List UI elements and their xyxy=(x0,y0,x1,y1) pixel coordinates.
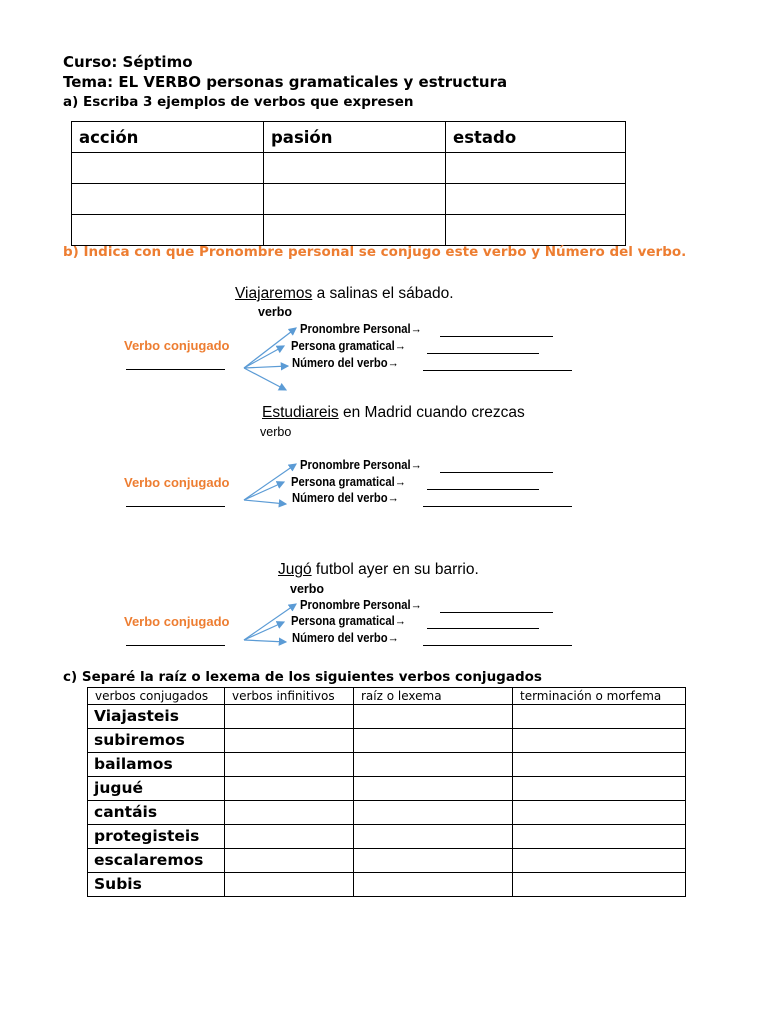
table-c xyxy=(87,687,686,897)
exercise-1-sentence xyxy=(235,285,454,303)
arrow-right-icon: → xyxy=(410,458,422,472)
table-c-header-raiz: raíz o lexema xyxy=(354,688,513,705)
exercise-2-item-persona xyxy=(291,475,406,489)
table-cell[interactable] xyxy=(354,705,513,729)
exercise-3-sentence xyxy=(278,561,479,579)
table-cell[interactable] xyxy=(354,825,513,849)
exercise-1-verb-label: verbo xyxy=(258,305,293,319)
table-row xyxy=(88,873,686,897)
exercise-3-verb: Jugó xyxy=(278,561,312,578)
exercise-1-persona-blank[interactable] xyxy=(427,353,539,354)
table-cell[interactable] xyxy=(225,801,354,825)
table-cell[interactable] xyxy=(72,215,264,246)
exercise-2-conjugated-label: Verbo conjugado xyxy=(124,475,230,490)
exercise-2-item-numero xyxy=(292,491,399,505)
exercise-1-rest: a salinas el sábado. xyxy=(312,285,454,302)
verb-cell: jugué xyxy=(88,777,225,801)
table-row xyxy=(88,729,686,753)
arrow-right-icon: → xyxy=(394,475,407,489)
exercise-3-conjugated-blank[interactable] xyxy=(126,645,225,646)
part-b-instruction: b) Indica con que Pronombre personal se conjugo este verbo y Número del verbo. xyxy=(63,244,687,260)
table-cell[interactable] xyxy=(225,753,354,777)
table-cell[interactable] xyxy=(513,777,686,801)
table-cell[interactable] xyxy=(225,705,354,729)
table-cell[interactable] xyxy=(446,215,626,246)
table-cell[interactable] xyxy=(513,801,686,825)
table-a xyxy=(71,121,626,246)
table-cell[interactable] xyxy=(72,184,264,215)
part-c-instruction: c) Separé la raíz o lexema de los siguientes verbos conjugados xyxy=(63,669,542,685)
arrow-right-icon: → xyxy=(410,598,422,612)
table-cell[interactable] xyxy=(513,729,686,753)
table-row xyxy=(88,777,686,801)
verb-cell: cantáis xyxy=(88,801,225,825)
table-a-header-estado: estado xyxy=(446,122,626,153)
table-cell[interactable] xyxy=(354,777,513,801)
table-cell[interactable] xyxy=(225,729,354,753)
exercise-2-persona-blank[interactable] xyxy=(427,489,539,490)
exercise-2-conjugated-blank[interactable] xyxy=(126,506,225,507)
exercise-1-verb: Viajaremos xyxy=(235,285,313,302)
verb-cell: Viajasteis xyxy=(88,705,225,729)
table-row xyxy=(72,215,626,246)
table-a-header-pasion: pasión xyxy=(264,122,446,153)
table-row xyxy=(72,184,626,215)
exercise-2-pronombre-blank[interactable] xyxy=(440,472,553,473)
exercise-2-verb-label: verbo xyxy=(260,425,292,439)
table-cell[interactable] xyxy=(264,215,446,246)
exercise-3-item-persona xyxy=(291,614,406,628)
exercise-3-numero-blank[interactable] xyxy=(423,645,572,646)
table-cell[interactable] xyxy=(225,873,354,897)
table-cell[interactable] xyxy=(513,825,686,849)
table-cell[interactable] xyxy=(513,705,686,729)
arrow-right-icon: → xyxy=(394,339,407,353)
table-cell[interactable] xyxy=(264,153,446,184)
exercise-2-numero-blank[interactable] xyxy=(423,506,572,507)
item-label: Número del verbo xyxy=(292,631,388,645)
verb-cell: subiremos xyxy=(88,729,225,753)
course-title: Curso: Séptimo xyxy=(63,53,193,71)
table-row xyxy=(72,153,626,184)
item-label: Pronombre Personal xyxy=(300,598,411,612)
exercise-3-item-pronombre xyxy=(300,598,422,612)
exercise-3-item-numero xyxy=(292,631,399,645)
verb-cell: bailamos xyxy=(88,753,225,777)
item-label: Persona gramatical xyxy=(291,339,395,353)
table-cell[interactable] xyxy=(225,825,354,849)
item-label: Persona gramatical xyxy=(291,475,395,489)
item-label: Número del verbo xyxy=(292,356,388,370)
table-cell[interactable] xyxy=(354,873,513,897)
exercise-3-pronombre-blank[interactable] xyxy=(440,612,553,613)
exercise-2-verb: Estudiareis xyxy=(262,404,339,421)
exercise-3-rest: futbol ayer en su barrio. xyxy=(311,561,479,578)
table-cell[interactable] xyxy=(354,753,513,777)
table-cell[interactable] xyxy=(72,153,264,184)
table-cell[interactable] xyxy=(513,873,686,897)
exercise-3-persona-blank[interactable] xyxy=(427,628,539,629)
part-a-instruction: a) Escriba 3 ejemplos de verbos que expresen xyxy=(63,94,414,110)
verb-cell: Subis xyxy=(88,873,225,897)
item-label: Pronombre Personal xyxy=(300,458,411,472)
table-row xyxy=(88,849,686,873)
exercise-1-conjugated-label: Verbo conjugado xyxy=(124,338,230,353)
arrow-right-icon: → xyxy=(394,614,407,628)
arrow-right-icon: → xyxy=(387,356,399,370)
topic-title: Tema: EL VERBO personas gramaticales y estructura xyxy=(63,73,508,91)
exercise-2-sentence xyxy=(262,404,525,422)
exercise-1-item-pronombre xyxy=(300,322,422,336)
table-cell[interactable] xyxy=(354,801,513,825)
arrow-right-icon: → xyxy=(387,491,399,505)
arrow-right-icon: → xyxy=(387,631,399,645)
exercise-2-rest: en Madrid cuando crezcas xyxy=(338,404,525,421)
exercise-1-numero-blank[interactable] xyxy=(423,370,572,371)
table-cell[interactable] xyxy=(225,849,354,873)
table-cell[interactable] xyxy=(225,777,354,801)
item-label: Pronombre Personal xyxy=(300,322,411,336)
table-cell[interactable] xyxy=(446,184,626,215)
table-c-header-infinitivos: verbos infinitivos xyxy=(225,688,354,705)
table-cell[interactable] xyxy=(264,184,446,215)
table-cell[interactable] xyxy=(513,753,686,777)
table-c-header-terminacion: terminación o morfema xyxy=(513,688,686,705)
exercise-1-pronombre-blank[interactable] xyxy=(440,336,553,337)
exercise-1-conjugated-blank[interactable] xyxy=(126,369,225,370)
table-row xyxy=(88,801,686,825)
table-cell[interactable] xyxy=(354,849,513,873)
table-row xyxy=(88,825,686,849)
exercise-3-conjugated-label: Verbo conjugado xyxy=(124,614,230,629)
table-cell[interactable] xyxy=(354,729,513,753)
exercise-1-item-numero xyxy=(292,356,399,370)
table-cell[interactable] xyxy=(513,849,686,873)
verb-cell: protegisteis xyxy=(88,825,225,849)
verb-cell: escalaremos xyxy=(88,849,225,873)
exercise-1-item-persona xyxy=(291,339,406,353)
table-row xyxy=(88,753,686,777)
table-a-header-accion: acción xyxy=(72,122,264,153)
arrow-right-icon: → xyxy=(410,322,422,336)
table-cell[interactable] xyxy=(446,153,626,184)
table-c-header-conjugados: verbos conjugados xyxy=(88,688,225,705)
exercise-2-item-pronombre xyxy=(300,458,422,472)
item-label: Número del verbo xyxy=(292,491,388,505)
exercise-3-verb-label: verbo xyxy=(290,582,325,596)
table-row xyxy=(88,705,686,729)
item-label: Persona gramatical xyxy=(291,614,395,628)
